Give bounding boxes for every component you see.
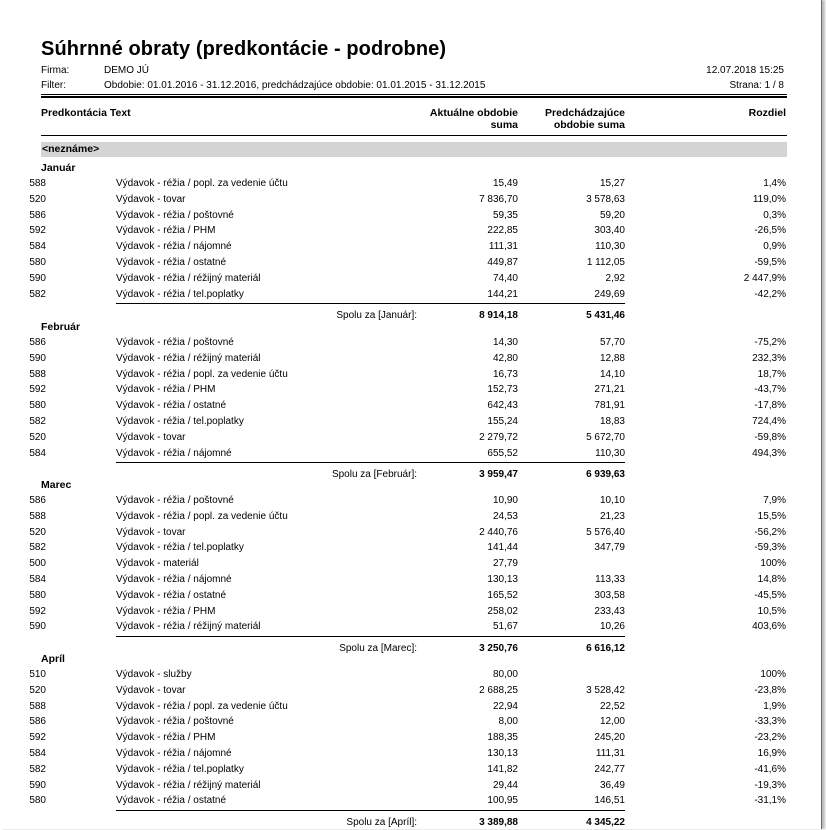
current-amount: 16,73 <box>492 368 518 380</box>
account-text: Výdavok - réžia / réžijný materiál <box>116 272 261 284</box>
account-code: 586 <box>29 495 46 506</box>
col-header-previous <box>545 107 625 131</box>
account-code: 588 <box>29 178 46 189</box>
difference: 1,9% <box>763 700 786 712</box>
difference: -19,3% <box>754 779 786 791</box>
account-text: Výdavok - réžia / réžijný materiál <box>116 621 261 633</box>
previous-amount: 347,79 <box>594 542 625 554</box>
previous-amount: 146,51 <box>594 795 625 807</box>
table-row <box>0 446 821 462</box>
difference: -31,1% <box>754 795 786 807</box>
account-text: Výdavok - réžia / nájomné <box>116 241 232 253</box>
subtotal-divider <box>116 636 625 637</box>
firma-value: DEMO JÚ <box>104 65 149 76</box>
previous-amount: 36,49 <box>599 779 625 791</box>
account-code: 590 <box>29 352 46 364</box>
account-code: 584 <box>29 574 46 585</box>
difference: 15,5% <box>757 510 786 522</box>
difference: -43,7% <box>754 384 786 396</box>
account-text: Výdavok - réžia / poštovné <box>116 495 234 506</box>
difference: 2 447,9% <box>743 272 786 284</box>
difference: 10,5% <box>757 605 786 617</box>
account-code: 520 <box>29 431 46 443</box>
previous-amount: 10,10 <box>599 495 625 506</box>
current-amount: 10,90 <box>492 495 518 506</box>
account-text: Výdavok - réžia / PHM <box>116 605 216 617</box>
difference: -75,2% <box>754 337 786 348</box>
current-amount: 130,13 <box>487 574 518 585</box>
difference: -41,6% <box>754 763 786 775</box>
col-header-current-line1: Aktuálne obdobie <box>429 107 518 119</box>
account-code: 584 <box>29 748 46 759</box>
account-code: 588 <box>29 368 46 380</box>
current-amount: 24,53 <box>492 510 518 522</box>
col-header-current <box>430 107 518 131</box>
subtotal-row <box>0 641 821 657</box>
current-amount: 59,35 <box>492 209 518 221</box>
account-code: 590 <box>29 272 46 284</box>
previous-amount: 271,21 <box>594 384 625 396</box>
table-row <box>0 192 821 208</box>
table-row <box>0 525 821 541</box>
subtotal-previous: 4 345,22 <box>586 817 625 829</box>
subtotal-current: 3 389,88 <box>479 817 518 829</box>
previous-amount: 18,83 <box>599 416 625 427</box>
previous-amount: 110,30 <box>595 447 625 459</box>
current-amount: 155,24 <box>487 416 518 427</box>
previous-amount: 57,70 <box>599 337 625 348</box>
account-text: Výdavok - réžia / réžijný materiál <box>116 352 261 364</box>
account-code: 510 <box>29 669 46 680</box>
account-code: 592 <box>29 732 46 744</box>
previous-amount: 249,69 <box>594 288 625 300</box>
previous-amount: 59,20 <box>599 209 625 221</box>
account-text: Výdavok - réžia / ostatné <box>116 400 227 412</box>
subtotal-current: 8 914,18 <box>479 310 518 322</box>
account-text: Výdavok - materiál <box>116 558 199 570</box>
current-amount: 449,87 <box>487 257 518 268</box>
difference: 100% <box>760 669 786 680</box>
header-divider-bottom <box>41 96 787 98</box>
previous-amount: 303,58 <box>594 589 625 601</box>
previous-amount: 12,00 <box>599 716 625 728</box>
month-header: Marec <box>41 479 72 491</box>
account-text: Výdavok - réžia / PHM <box>116 732 216 744</box>
table-row <box>0 793 821 809</box>
account-code: 592 <box>29 384 46 396</box>
current-amount: 100,95 <box>487 795 518 807</box>
table-row <box>0 604 821 620</box>
table-row <box>0 382 821 398</box>
previous-amount: 22,52 <box>599 700 625 712</box>
difference: -59,5% <box>754 257 786 268</box>
previous-amount: 303,40 <box>594 225 625 237</box>
subtotal-current: 3 250,76 <box>479 643 518 655</box>
account-code: 584 <box>29 447 46 459</box>
previous-amount: 10,26 <box>599 621 625 633</box>
previous-amount: 12,88 <box>599 352 625 364</box>
account-text: Výdavok - réžia / nájomné <box>116 574 232 585</box>
subtotal-divider <box>116 810 625 811</box>
table-row <box>0 335 821 351</box>
subtotal-previous: 6 939,63 <box>586 469 625 481</box>
subtotal-divider <box>116 303 625 304</box>
current-amount: 14,30 <box>492 337 518 348</box>
account-code: 500 <box>29 558 46 570</box>
current-amount: 111,31 <box>488 241 518 253</box>
difference: 724,4% <box>752 416 786 427</box>
previous-amount: 15,27 <box>599 178 625 189</box>
column-header-divider <box>41 135 787 136</box>
account-text: Výdavok - réžia / ostatné <box>116 795 227 807</box>
previous-amount: 21,23 <box>599 510 625 522</box>
subtotal-previous: 5 431,46 <box>586 310 625 322</box>
previous-amount: 2,92 <box>605 272 625 284</box>
account-text: Výdavok - réžia / nájomné <box>116 447 232 459</box>
current-amount: 29,44 <box>492 779 518 791</box>
table-row <box>0 430 821 446</box>
account-text: Výdavok - réžia / ostatné <box>116 589 227 601</box>
difference: 100% <box>760 558 786 570</box>
current-amount: 2 440,76 <box>479 526 518 538</box>
table-row <box>0 367 821 383</box>
account-text: Výdavok - tovar <box>116 526 186 538</box>
subtotal-label: Spolu za [Január]: <box>336 310 417 322</box>
difference: 0,9% <box>763 241 786 253</box>
account-text: Výdavok - služby <box>116 669 192 680</box>
current-amount: 258,02 <box>487 605 518 617</box>
previous-amount: 233,43 <box>594 605 625 617</box>
col-header-difference: Rozdiel <box>748 107 786 119</box>
subtotal-label: Spolu za [Február]: <box>331 469 417 481</box>
current-amount: 165,52 <box>487 589 518 601</box>
current-amount: 22,94 <box>492 700 518 712</box>
difference: -23,8% <box>754 684 786 696</box>
difference: -26,5% <box>754 225 786 237</box>
account-text: Výdavok - tovar <box>116 193 186 205</box>
col-header-previous-line1: Predchádzajúce <box>545 107 625 119</box>
table-row <box>0 619 821 635</box>
table-row <box>0 683 821 699</box>
difference: 14,8% <box>757 574 786 585</box>
current-amount: 642,43 <box>487 400 518 412</box>
previous-amount: 242,77 <box>594 763 625 775</box>
subtotal-previous: 6 616,12 <box>586 643 625 655</box>
subtotal-row <box>0 308 821 324</box>
account-text: Výdavok - réžia / ostatné <box>116 257 227 268</box>
difference: -17,8% <box>754 400 786 412</box>
account-code: 580 <box>29 257 46 268</box>
difference: -42,2% <box>754 288 786 300</box>
report-title: Súhrnné obraty (predkontácie - podrobne) <box>41 38 447 60</box>
account-text: Výdavok - réžia / PHM <box>116 225 216 237</box>
table-row <box>0 255 821 271</box>
month-header: Január <box>41 162 76 174</box>
previous-amount: 781,91 <box>594 400 625 412</box>
difference: 7,9% <box>763 495 786 506</box>
table-row <box>0 572 821 588</box>
group-label: <neznáme> <box>42 143 100 155</box>
current-amount: 141,82 <box>487 763 518 775</box>
account-text: Výdavok - réžia / poštovné <box>116 716 234 728</box>
account-code: 588 <box>29 700 46 712</box>
account-code: 590 <box>29 621 46 633</box>
account-text: Výdavok - réžia / tel.poplatky <box>116 416 244 427</box>
table-row <box>0 351 821 367</box>
account-code: 588 <box>29 510 46 522</box>
current-amount: 655,52 <box>487 447 518 459</box>
table-row <box>0 588 821 604</box>
table-row <box>0 556 821 572</box>
account-code: 584 <box>29 241 46 253</box>
account-text: Výdavok - réžia / popl. za vedenie účtu <box>116 510 288 522</box>
table-row <box>0 414 821 430</box>
previous-amount: 110,30 <box>595 241 625 253</box>
month-header: Apríl <box>41 653 65 665</box>
difference: -23,2% <box>754 732 786 744</box>
difference: 119,0% <box>752 193 786 205</box>
account-text: Výdavok - réžia / poštovné <box>116 337 234 348</box>
header-divider-top <box>41 94 787 95</box>
subtotal-divider <box>116 462 625 463</box>
filter-value: Obdobie: 01.01.2016 - 31.12.2016, predchádzajúce obdobie: 01.01.2015 - 31.12.2015 <box>104 80 486 91</box>
account-code: 586 <box>29 716 46 728</box>
account-code: 582 <box>29 763 46 775</box>
col-header-current-line2: suma <box>490 119 518 131</box>
account-code: 592 <box>29 225 46 237</box>
col-header-previous-line2: obdobie suma <box>553 119 625 131</box>
account-code: 582 <box>29 416 46 427</box>
difference: -59,3% <box>754 542 786 554</box>
account-text: Výdavok - réžia / poštovné <box>116 209 234 221</box>
current-amount: 2 279,72 <box>479 431 518 443</box>
table-row <box>0 714 821 730</box>
account-code: 586 <box>29 209 46 221</box>
page-info: Strana: 1 / 8 <box>729 80 784 91</box>
current-amount: 80,00 <box>492 669 518 680</box>
current-amount: 42,80 <box>492 352 518 364</box>
account-text: Výdavok - réžia / popl. za vedenie účtu <box>116 368 288 380</box>
table-row <box>0 509 821 525</box>
current-amount: 2 688,25 <box>479 684 518 696</box>
col-header-account-text: Predkontácia Text <box>41 107 131 119</box>
table-row <box>0 730 821 746</box>
account-text: Výdavok - réžia / tel.poplatky <box>116 288 244 300</box>
current-amount: 51,67 <box>492 621 518 633</box>
previous-amount: 245,20 <box>594 732 625 744</box>
table-row <box>0 540 821 556</box>
previous-amount: 5 672,70 <box>586 431 625 443</box>
current-amount: 222,85 <box>487 225 518 237</box>
previous-amount: 111,31 <box>595 748 625 759</box>
account-text: Výdavok - réžia / réžijný materiál <box>116 779 261 791</box>
difference: 494,3% <box>752 447 786 459</box>
difference: 18,7% <box>757 368 786 380</box>
group-band <box>41 142 787 157</box>
account-text: Výdavok - réžia / popl. za vedenie účtu <box>116 178 288 189</box>
filter-label: Filter: <box>41 80 66 91</box>
difference: 1,4% <box>763 178 786 189</box>
account-text: Výdavok - tovar <box>116 684 186 696</box>
account-code: 590 <box>29 779 46 791</box>
difference: -56,2% <box>754 526 786 538</box>
account-code: 520 <box>29 526 46 538</box>
previous-amount: 3 528,42 <box>586 684 625 696</box>
account-code: 520 <box>29 193 46 205</box>
difference: 0,3% <box>763 209 786 221</box>
account-text: Výdavok - réžia / nájomné <box>116 748 232 759</box>
difference: 403,6% <box>752 621 786 633</box>
current-amount: 15,49 <box>492 178 518 189</box>
current-amount: 130,13 <box>487 748 518 759</box>
month-header: Február <box>41 321 81 333</box>
current-amount: 152,73 <box>487 384 518 396</box>
current-amount: 27,79 <box>492 558 518 570</box>
subtotal-current: 3 959,47 <box>479 469 518 481</box>
difference: 232,3% <box>752 352 786 364</box>
difference: 16,9% <box>757 748 786 759</box>
firma-label: Firma: <box>41 65 70 76</box>
previous-amount: 3 578,63 <box>586 193 625 205</box>
account-text: Výdavok - réžia / tel.poplatky <box>116 763 244 775</box>
previous-amount: 5 576,40 <box>586 526 625 538</box>
account-text: Výdavok - réžia / PHM <box>116 384 216 396</box>
table-row <box>0 271 821 287</box>
table-row <box>0 667 821 683</box>
current-amount: 74,40 <box>492 272 518 284</box>
current-amount: 7 836,70 <box>479 193 518 205</box>
table-row <box>0 208 821 224</box>
table-row <box>0 287 821 303</box>
current-amount: 188,35 <box>487 732 518 744</box>
current-amount: 8,00 <box>498 716 518 728</box>
account-text: Výdavok - réžia / tel.poplatky <box>116 542 244 554</box>
previous-amount: 1 112,05 <box>586 257 625 268</box>
table-row <box>0 223 821 239</box>
table-row <box>0 762 821 778</box>
subtotal-row <box>0 815 821 829</box>
account-text: Výdavok - tovar <box>116 431 186 443</box>
table-row <box>0 746 821 762</box>
difference: -33,3% <box>754 716 786 728</box>
difference: -45,5% <box>754 589 786 601</box>
subtotal-row <box>0 467 821 483</box>
account-code: 582 <box>29 542 46 554</box>
account-text: Výdavok - réžia / popl. za vedenie účtu <box>116 700 288 712</box>
table-row <box>0 778 821 794</box>
account-code: 580 <box>29 795 46 807</box>
previous-amount: 113,33 <box>595 574 625 585</box>
account-code: 580 <box>29 589 46 601</box>
subtotal-label: Spolu za [Marec]: <box>339 643 417 655</box>
account-code: 580 <box>29 400 46 412</box>
table-row <box>0 493 821 509</box>
table-row <box>0 176 821 192</box>
difference: -59,8% <box>754 431 786 443</box>
current-amount: 141,44 <box>487 542 518 554</box>
current-amount: 144,21 <box>487 288 518 300</box>
table-row <box>0 239 821 255</box>
account-code: 582 <box>29 288 46 300</box>
table-row <box>0 398 821 414</box>
subtotal-label: Spolu za [Apríl]: <box>346 817 417 829</box>
table-row <box>0 699 821 715</box>
report-datetime: 12.07.2018 15:25 <box>706 65 784 76</box>
account-code: 592 <box>29 605 46 617</box>
account-code: 520 <box>29 684 46 696</box>
account-code: 586 <box>29 337 46 348</box>
previous-amount: 14,10 <box>599 368 625 380</box>
